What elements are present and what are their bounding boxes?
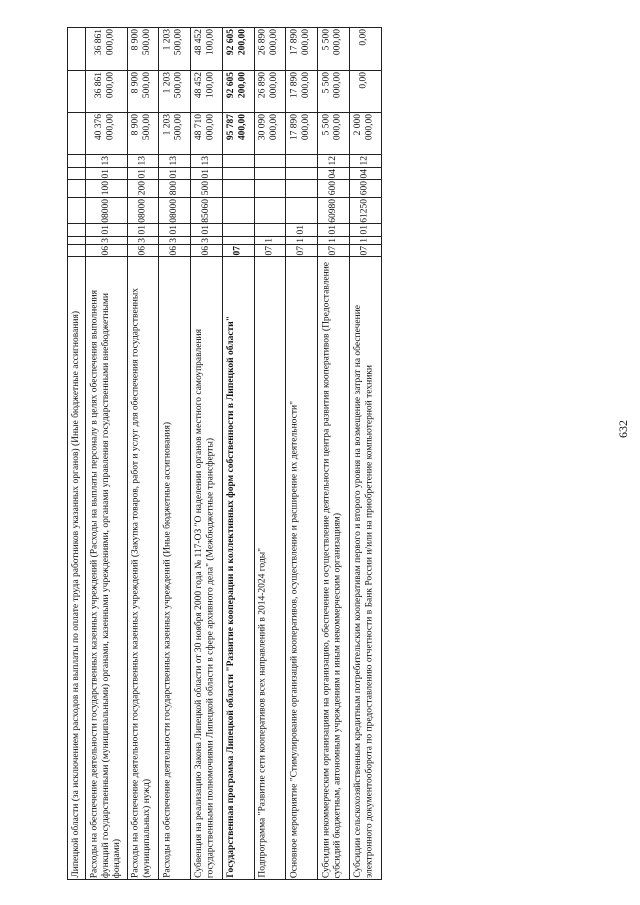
code-program: 1 [286,236,318,244]
row-name: Расходы на обеспечение деятельности государственных казенных учреждений (Расходы на выплаты персоналу в целях обеспечения выполнения функций государственными (муниципальными) органами, казенными учреждениями, органами управления государственными внебюджетными фондами) [86,257,127,880]
amount-year-1: 30 090 000,00 [254,112,286,154]
amount-year-2: 1 203 500,00 [159,70,191,112]
code-subprogram: 01 [318,224,350,237]
amount-year-2: 92 605 200,00 [222,70,254,112]
code-subsection: 13 [127,155,159,168]
amount-year-3: 92 605 200,00 [222,28,254,71]
row-name: Субвенция на реализацию Закона Липецкой области от 30 ноября 2000 года № 117-ОЗ "О наделении органов местного самоуправления государственными полномочиями Липецкой области в сфере архивного дела" (Межбюджетные трансферты) [191,257,223,880]
code-subsection: 13 [159,155,191,168]
code-subprogram: 01 [350,224,382,237]
code-program: 3 [127,236,159,244]
code-program: 1 [350,236,382,244]
code-expense-type: 600 [350,180,382,197]
page-number: 632 [616,420,630,438]
amount-year-2: 48 452 100,00 [191,70,223,112]
row-name: Субсидии сельскохозяйственным кредитным потребительским кооперативам первого и второго уровня на возмещение затрат на обеспечение электронного документооборота по предоставлению отчетности в Банк России и/или на приобретение компьютерной техники [350,257,382,880]
amount-year-1: 1 203 500,00 [159,112,191,154]
code-expense-type: 600 [318,180,350,197]
code-section: 04 [350,167,382,180]
table-row [222,28,254,880]
code-expense-type [222,180,254,197]
amount-year-3: 17 890 000,00 [286,28,318,71]
code-expense-type: 200 [127,180,159,197]
table-row [350,28,382,880]
code-subprogram: 01 [127,224,159,237]
code-ved: 07 [254,244,286,257]
amount-year-3: 5 500 000,00 [318,28,350,71]
code-section [222,167,254,180]
table-row [68,28,86,880]
code-direction: 08000 [86,197,127,224]
code-direction [68,197,86,224]
amount-year-3: 48 452 100,00 [191,28,223,71]
row-name: Государственная программа Липецкой области "Развитие кооперации и коллективных форм собственности в Липецкой области" [222,257,254,880]
code-subprogram [222,224,254,237]
code-direction: 61250 [350,197,382,224]
amount-year-1: 95 787 400,00 [222,112,254,154]
amount-year-3: 0,00 [350,28,382,71]
amount-year-1: 40 376 000,00 [86,112,127,154]
amount-year-1 [68,112,86,154]
code-program: 3 [86,236,127,244]
code-ved [68,244,86,257]
code-program [222,236,254,244]
amount-year-2: 0,00 [350,70,382,112]
code-section: 01 [86,167,127,180]
amount-year-2: 36 861 000,00 [86,70,127,112]
table-row [191,28,223,880]
row-name: Основное мероприятие "Стимулирование организаций кооперативов, осуществление и расширение их деятельности" [286,257,318,880]
code-section [254,167,286,180]
code-section: 01 [159,167,191,180]
code-expense-type [254,180,286,197]
code-subsection [222,155,254,168]
code-direction: 08000 [127,197,159,224]
code-subsection [254,155,286,168]
code-direction [254,197,286,224]
code-subprogram: 01 [191,224,223,237]
code-section [286,167,318,180]
code-expense-type [286,180,318,197]
amount-year-2: 8 900 500,00 [127,70,159,112]
code-subprogram: 01 [86,224,127,237]
code-ved: 07 [222,244,254,257]
code-direction: 08000 [159,197,191,224]
code-direction: 85060 [191,197,223,224]
budget-table-body [68,28,382,880]
code-expense-type: 800 [159,180,191,197]
row-name: Расходы на обеспечение деятельности государственных казенных учреждений (Закупка товаров, работ и услуг для обеспечения государственных (муниципальных) нужд) [127,257,159,880]
code-direction [286,197,318,224]
row-name: Подпрограмма "Развитие сети кооперативов всех направлений в 2014-2024 годы" [254,257,286,880]
code-ved: 06 [159,244,191,257]
code-expense-type: 500 [191,180,223,197]
code-subsection: 13 [86,155,127,168]
code-ved: 06 [127,244,159,257]
code-expense-type [68,180,86,197]
code-program: 1 [318,236,350,244]
code-subprogram: 01 [159,224,191,237]
amount-year-3: 26 890 000,00 [254,28,286,71]
code-subprogram [68,224,86,237]
amount-year-2 [68,70,86,112]
code-subsection: 12 [318,155,350,168]
code-subsection [68,155,86,168]
amount-year-1: 17 890 000,00 [286,112,318,154]
code-subsection: 12 [350,155,382,168]
row-name: Субсидии некоммерческим организациям на организацию, обеспечение и осуществление деятельности центра развития кооперативов (Предоставление субсидий бюджетным, автономным учреждениям и иным некоммерческим организациям) [318,257,350,880]
table-row [318,28,350,880]
amount-year-1: 48 710 000,00 [191,112,223,154]
code-section [68,167,86,180]
code-ved: 07 [286,244,318,257]
amount-year-3: 8 900 500,00 [127,28,159,71]
code-subsection [286,155,318,168]
amount-year-2: 26 890 000,00 [254,70,286,112]
budget-table-wrapper [67,27,583,880]
code-direction: 60980 [318,197,350,224]
amount-year-1: 8 900 500,00 [127,112,159,154]
amount-year-2: 17 890 000,00 [286,70,318,112]
code-ved: 07 [350,244,382,257]
table-row [159,28,191,880]
row-name: Расходы на обеспечение деятельности государственных казенных учреждений (Иные бюджетные ассигнования) [159,257,191,880]
code-program: 3 [159,236,191,244]
amount-year-1: 2 000 000,00 [350,112,382,154]
table-row [286,28,318,880]
amount-year-2: 5 500 000,00 [318,70,350,112]
amount-year-3 [68,28,86,71]
row-name: Липецкой области (за исключением расходов на выплаты по оплате труда работников указанных органов) (Иные бюджетные ассигнования) [68,257,86,880]
code-program: 3 [191,236,223,244]
table-row [86,28,127,880]
code-ved: 06 [191,244,223,257]
budget-table [67,27,382,880]
code-section: 01 [191,167,223,180]
code-program [68,236,86,244]
code-direction [222,197,254,224]
code-subprogram [254,224,286,237]
code-subsection: 13 [191,155,223,168]
amount-year-1: 5 500 000,00 [318,112,350,154]
code-program: 1 [254,236,286,244]
amount-year-3: 1 203 500,00 [159,28,191,71]
code-subprogram: 01 [286,224,318,237]
code-section: 04 [318,167,350,180]
code-ved: 06 [86,244,127,257]
code-section: 01 [127,167,159,180]
table-row [254,28,286,880]
amount-year-3: 36 861 000,00 [86,28,127,71]
code-expense-type: 100 [86,180,127,197]
code-ved: 07 [318,244,350,257]
table-row [127,28,159,880]
